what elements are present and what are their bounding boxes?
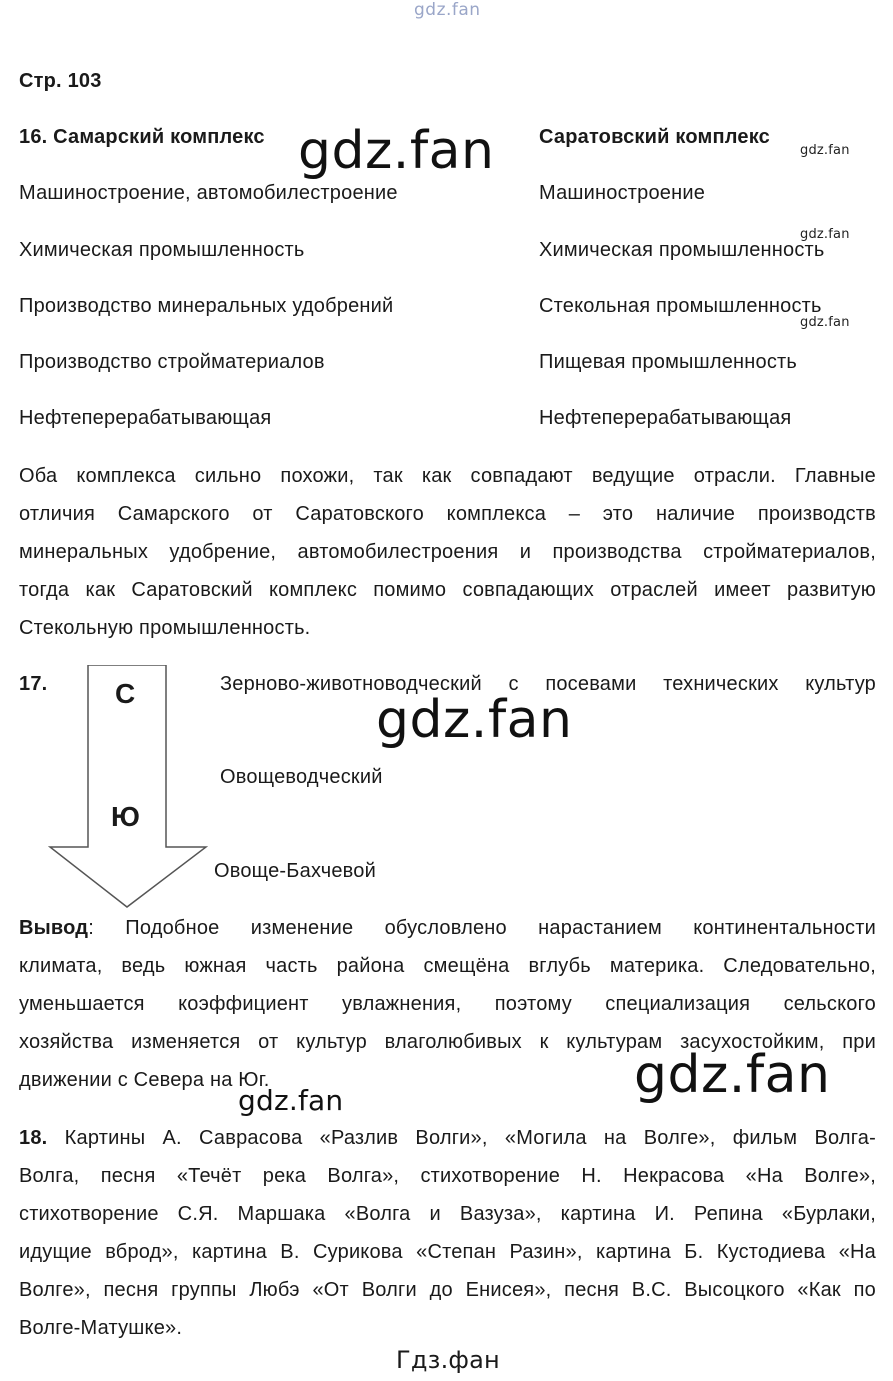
page-label: Стр. 103 [19, 70, 102, 92]
task16-conclusion [19, 457, 876, 647]
task17-conclusion [19, 909, 876, 1099]
samara-title: Самарский комплекс [53, 126, 265, 148]
task18-first-text: Картины А. Саврасова «Разлив Волги», «Могила на Волге», фильм Волга- [47, 1127, 876, 1149]
zone-south: Овоще-Бахчевой [214, 860, 376, 882]
watermark-big-3: gdz.fan [634, 1045, 831, 1105]
conclusion-label: Вывод [19, 917, 89, 939]
task16-number: 16. [19, 126, 48, 148]
samara-item: Нефтеперерабатывающая [19, 407, 272, 429]
saratov-item: Нефтеперерабатывающая [539, 407, 792, 429]
paragraph-line: движении с Севера на Юг. [19, 1069, 270, 1091]
paragraph-line: климата, ведь южная часть района смещёна вглубь материка. Следовательно, [19, 955, 876, 977]
paragraph-line: тогда как Саратовский комплекс помимо совпадающих отраслей имеет развитую [19, 579, 876, 601]
watermark-big-1: gdz.fan [298, 121, 495, 181]
watermark-top: gdz.fan [414, 0, 481, 20]
paragraph-line: Волга, песня «Течёт река Волга», стихотворение Н. Некрасова «На Волге», [19, 1165, 876, 1187]
watermark-mid: gdz.fan [238, 1084, 344, 1117]
paragraph-line: Волге-Матушке». [19, 1317, 183, 1339]
saratov-item: Пищевая промышленность [539, 351, 798, 373]
arrow-north-label: С [115, 678, 136, 709]
paragraph-line: отличия Самарского от Саратовского комплекса – это наличие производств [19, 503, 876, 525]
watermark-small-1: gdz.fan [800, 143, 850, 158]
paragraph-line: идущие вброд», картина В. Сурикова «Степан Разин», картина Б. Кустодиева «На [19, 1241, 876, 1263]
paragraph-line: минеральных удобрение, автомобилестроения и производства стройматериалов, [19, 541, 876, 563]
samara-item: Производство стройматериалов [19, 351, 325, 373]
samara-item: Производство минеральных удобрений [19, 295, 394, 317]
paragraph-line: Оба комплекса сильно похожи, так как совпадают ведущие отрасли. Главные [19, 465, 876, 487]
saratov-item: Химическая промышленность [539, 239, 825, 261]
paragraph-line [19, 1119, 876, 1157]
samara-item: Машиностроение, автомобилестроение [19, 182, 398, 204]
conclusion-first-text: : Подобное изменение обусловлено нарастанием континентальности [88, 917, 876, 939]
samara-item: Химическая промышленность [19, 239, 305, 261]
paragraph-line: хозяйства изменяется от культур влаголюбивых к культурам засухостойким, при [19, 1031, 876, 1053]
paragraph-line [19, 909, 876, 947]
watermark-big-2: gdz.fan [376, 690, 573, 750]
task16-samara-heading [19, 126, 265, 149]
arrow-south-label: Ю [111, 801, 141, 832]
task17-number: 17. [19, 673, 48, 695]
paragraph-line: Стекольную промышленность. [19, 617, 311, 639]
zone-middle: Овощеводческий [220, 766, 383, 788]
paragraph-line: уменьшается коэффициент увлажнения, поэтому специализация сельского [19, 993, 876, 1015]
zone-north: Зерново-животноводческий с посевами технических культур [220, 673, 876, 695]
task18-text [19, 1119, 876, 1347]
paragraph-line: Волге», песня группы Любэ «От Волги до Енисея», песня В.С. Высоцкого «Как по [19, 1279, 876, 1301]
saratov-item: Машиностроение [539, 182, 706, 204]
watermark-small-2: gdz.fan [800, 227, 850, 242]
watermark-small-3: gdz.fan [800, 315, 850, 330]
footer-watermark: Гдз.фан [396, 1346, 500, 1374]
task18-number: 18. [19, 1127, 48, 1149]
paragraph-line: стихотворение С.Я. Маршака «Волга и Вазуза», картина И. Репина «Бурлаки, [19, 1203, 876, 1225]
saratov-item: Стекольная промышленность [539, 295, 822, 317]
saratov-title: Саратовский комплекс [539, 126, 770, 148]
